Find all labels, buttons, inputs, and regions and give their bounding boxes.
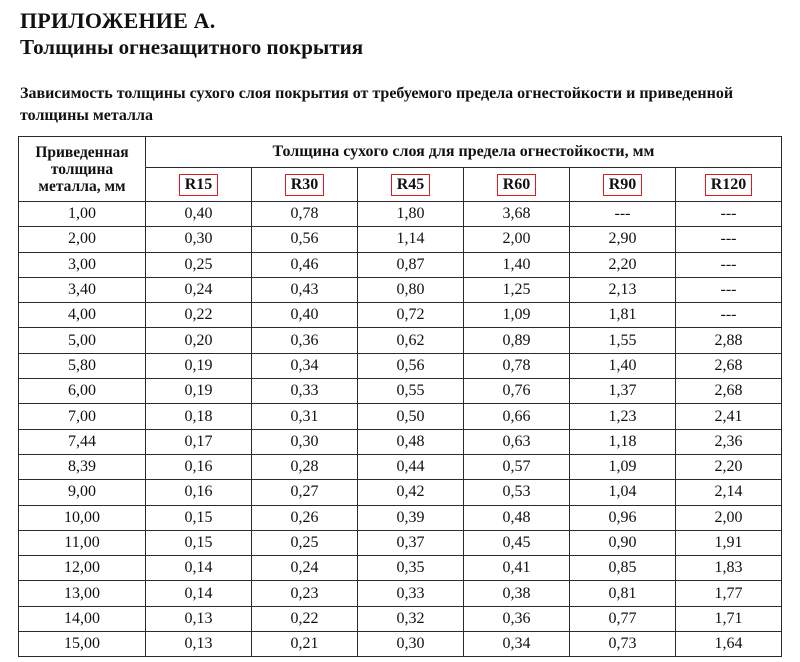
appendix-title: ПРИЛОЖЕНИЕ А.: [20, 8, 216, 33]
metal-thickness-cell: 11,00: [19, 530, 146, 555]
table-row: [19, 202, 782, 227]
coating-thickness-cell-r45: 0,48: [358, 429, 464, 454]
coating-thickness-cell-r45: 0,50: [358, 404, 464, 429]
coating-thickness-cell-r90: 0,90: [570, 530, 676, 555]
coating-thickness-cell-r60: 0,66: [464, 404, 570, 429]
coating-thickness-cell-r90: 1,18: [570, 429, 676, 454]
table-header: [19, 137, 782, 202]
coating-thickness-cell-r90: 1,04: [570, 480, 676, 505]
coating-thickness-cell-r15: 0,16: [146, 480, 252, 505]
coating-thickness-cell-r60: 0,48: [464, 505, 570, 530]
table-row: [19, 353, 782, 378]
coating-thickness-cell-r60: 0,34: [464, 632, 570, 657]
coating-thickness-cell-r120: ---: [676, 303, 782, 328]
fire-rating-header-r30: [252, 168, 358, 202]
table-row: [19, 530, 782, 555]
coating-thickness-cell-r60: 0,89: [464, 328, 570, 353]
coating-thickness-cell-r30: 0,23: [252, 581, 358, 606]
coating-thickness-cell-r60: 0,78: [464, 353, 570, 378]
coating-thickness-cell-r30: 0,30: [252, 429, 358, 454]
coating-thickness-cell-r15: 0,20: [146, 328, 252, 353]
coating-thickness-cell-r120: 2,41: [676, 404, 782, 429]
metal-thickness-cell: 10,00: [19, 505, 146, 530]
table-row: [19, 379, 782, 404]
coating-thickness-cell-r45: 0,30: [358, 632, 464, 657]
metal-thickness-cell: 15,00: [19, 632, 146, 657]
fire-rating-label-box: R30: [285, 174, 325, 196]
table-row: [19, 429, 782, 454]
coating-thickness-cell-r60: 2,00: [464, 227, 570, 252]
coating-thickness-cell-r120: ---: [676, 227, 782, 252]
coating-thickness-cell-r120: ---: [676, 202, 782, 227]
table-row: [19, 328, 782, 353]
coating-thickness-cell-r120: 1,71: [676, 606, 782, 631]
coating-thickness-cell-r30: 0,36: [252, 328, 358, 353]
fire-rating-label-box: R120: [705, 174, 753, 196]
coating-thickness-cell-r30: 0,31: [252, 404, 358, 429]
coating-thickness-cell-r60: 1,25: [464, 277, 570, 302]
fire-rating-label-box: R15: [179, 174, 219, 196]
table-row: [19, 556, 782, 581]
coating-thickness-cell-r45: 0,37: [358, 530, 464, 555]
coating-thickness-cell-r90: 1,81: [570, 303, 676, 328]
fire-rating-label-box: R90: [603, 174, 643, 196]
coating-thickness-cell-r45: 0,55: [358, 379, 464, 404]
coating-thickness-cell-r60: 3,68: [464, 202, 570, 227]
coating-thickness-cell-r45: 0,35: [358, 556, 464, 581]
coating-thickness-cell-r120: 1,83: [676, 556, 782, 581]
coating-thickness-cell-r45: 0,44: [358, 454, 464, 479]
table-row: [19, 480, 782, 505]
coating-thickness-cell-r120: 1,91: [676, 530, 782, 555]
coating-thickness-cell-r90: 0,81: [570, 581, 676, 606]
coating-thickness-cell-r15: 0,14: [146, 581, 252, 606]
coating-thickness-cell-r30: 0,46: [252, 252, 358, 277]
metal-thickness-cell: 2,00: [19, 227, 146, 252]
coating-thickness-cell-r15: 0,16: [146, 454, 252, 479]
coating-thickness-cell-r15: 0,15: [146, 530, 252, 555]
coating-thickness-cell-r120: 2,20: [676, 454, 782, 479]
coating-thickness-cell-r30: 0,43: [252, 277, 358, 302]
coating-thickness-cell-r120: ---: [676, 277, 782, 302]
coating-thickness-cell-r30: 0,33: [252, 379, 358, 404]
metal-thickness-cell: 8,39: [19, 454, 146, 479]
coating-thickness-cell-r30: 0,27: [252, 480, 358, 505]
metal-thickness-cell: 6,00: [19, 379, 146, 404]
coating-thickness-cell-r15: 0,25: [146, 252, 252, 277]
table-row: [19, 581, 782, 606]
coating-thickness-cell-r90: 2,20: [570, 252, 676, 277]
coating-thickness-cell-r15: 0,13: [146, 606, 252, 631]
table-row: [19, 303, 782, 328]
coating-thickness-cell-r90: 1,37: [570, 379, 676, 404]
coating-thickness-cell-r120: 2,68: [676, 379, 782, 404]
metal-thickness-cell: 13,00: [19, 581, 146, 606]
coating-thickness-cell-r60: 0,41: [464, 556, 570, 581]
fire-rating-header-r120: [676, 168, 782, 202]
coating-thickness-cell-r90: 2,13: [570, 277, 676, 302]
metal-thickness-cell: 5,80: [19, 353, 146, 378]
table-body: [19, 202, 782, 657]
coating-thickness-cell-r15: 0,40: [146, 202, 252, 227]
metal-thickness-cell: 5,00: [19, 328, 146, 353]
fire-rating-label-box: R60: [497, 174, 537, 196]
coating-thickness-cell-r45: 1,14: [358, 227, 464, 252]
table-row: [19, 252, 782, 277]
coating-thickness-cell-r90: 1,40: [570, 353, 676, 378]
coating-thickness-cell-r90: 0,73: [570, 632, 676, 657]
metal-thickness-cell: 4,00: [19, 303, 146, 328]
coating-thickness-cell-r15: 0,17: [146, 429, 252, 454]
coating-thickness-cell-r120: 2,00: [676, 505, 782, 530]
table-row: [19, 606, 782, 631]
coating-thickness-cell-r45: 0,62: [358, 328, 464, 353]
coating-thickness-cell-r30: 0,56: [252, 227, 358, 252]
coating-thickness-cell-r60: 1,40: [464, 252, 570, 277]
coating-thickness-cell-r60: 0,57: [464, 454, 570, 479]
table-row: [19, 454, 782, 479]
coating-thickness-cell-r45: 0,39: [358, 505, 464, 530]
coating-thickness-cell-r60: 0,76: [464, 379, 570, 404]
coating-thickness-cell-r90: 2,90: [570, 227, 676, 252]
table-row: [19, 227, 782, 252]
coating-thickness-cell-r60: 1,09: [464, 303, 570, 328]
coating-thickness-cell-r60: 0,36: [464, 606, 570, 631]
coating-thickness-cell-r30: 0,28: [252, 454, 358, 479]
coating-thickness-cell-r90: 1,09: [570, 454, 676, 479]
table-row: [19, 404, 782, 429]
coating-thickness-cell-r15: 0,14: [146, 556, 252, 581]
table-row: [19, 505, 782, 530]
coating-thickness-cell-r15: 0,15: [146, 505, 252, 530]
coating-thickness-cell-r15: 0,19: [146, 353, 252, 378]
coating-thickness-cell-r30: 0,21: [252, 632, 358, 657]
metal-thickness-header: Приведенная толщина металла, мм: [19, 137, 146, 202]
coating-thickness-cell-r90: 0,96: [570, 505, 676, 530]
coating-thickness-cell-r90: ---: [570, 202, 676, 227]
header-row-group: [19, 137, 782, 168]
coating-thickness-cell-r45: 0,56: [358, 353, 464, 378]
fire-rating-header-r90: [570, 168, 676, 202]
dry-layer-thickness-header: Толщина сухого слоя для предела огнестойкости, мм: [146, 137, 782, 168]
coating-thickness-cell-r30: 0,25: [252, 530, 358, 555]
coating-thickness-cell-r45: 0,87: [358, 252, 464, 277]
metal-thickness-cell: 9,00: [19, 480, 146, 505]
metal-thickness-cell: 7,00: [19, 404, 146, 429]
coating-thickness-cell-r45: 0,33: [358, 581, 464, 606]
coating-thickness-cell-r90: 1,23: [570, 404, 676, 429]
coating-thickness-cell-r45: 0,80: [358, 277, 464, 302]
coating-thickness-cell-r90: 0,77: [570, 606, 676, 631]
fire-rating-label-box: R45: [391, 174, 431, 196]
coating-thickness-cell-r30: 0,78: [252, 202, 358, 227]
coating-thickness-cell-r120: 2,14: [676, 480, 782, 505]
fire-rating-header-r15: [146, 168, 252, 202]
coating-thickness-cell-r45: 0,32: [358, 606, 464, 631]
appendix-subtitle: Толщины огнезащитного покрытия: [20, 35, 364, 59]
coating-thickness-cell-r60: 0,38: [464, 581, 570, 606]
coating-thickness-cell-r120: 1,64: [676, 632, 782, 657]
coating-thickness-cell-r45: 1,80: [358, 202, 464, 227]
coating-thickness-cell-r15: 0,30: [146, 227, 252, 252]
coating-thickness-cell-r120: ---: [676, 252, 782, 277]
metal-thickness-cell: 1,00: [19, 202, 146, 227]
metal-thickness-cell: 14,00: [19, 606, 146, 631]
coating-thickness-cell-r120: 2,36: [676, 429, 782, 454]
metal-thickness-cell: 7,44: [19, 429, 146, 454]
coating-thickness-cell-r15: 0,19: [146, 379, 252, 404]
coating-thickness-cell-r15: 0,13: [146, 632, 252, 657]
coating-thickness-cell-r60: 0,45: [464, 530, 570, 555]
coating-thickness-cell-r30: 0,26: [252, 505, 358, 530]
coating-thickness-cell-r120: 1,77: [676, 581, 782, 606]
coating-thickness-cell-r90: 0,85: [570, 556, 676, 581]
coating-thickness-cell-r30: 0,22: [252, 606, 358, 631]
coating-thickness-cell-r90: 1,55: [570, 328, 676, 353]
metal-thickness-cell: 12,00: [19, 556, 146, 581]
table-caption: Зависимость толщины сухого слоя покрытия от требуемого предела огнестойкости и приведенной толщины металла: [20, 85, 734, 124]
metal-thickness-cell: 3,00: [19, 252, 146, 277]
coating-thickness-cell-r15: 0,22: [146, 303, 252, 328]
table-row: [19, 632, 782, 657]
coating-thickness-cell-r120: 2,68: [676, 353, 782, 378]
coating-thickness-cell-r45: 0,42: [358, 480, 464, 505]
coating-thickness-cell-r30: 0,34: [252, 353, 358, 378]
coating-thickness-cell-r60: 0,63: [464, 429, 570, 454]
coating-thickness-cell-r60: 0,53: [464, 480, 570, 505]
fire-rating-header-r60: [464, 168, 570, 202]
coating-thickness-cell-r30: 0,24: [252, 556, 358, 581]
coating-thickness-cell-r120: 2,88: [676, 328, 782, 353]
coating-thickness-cell-r15: 0,18: [146, 404, 252, 429]
coating-thickness-table: [18, 136, 782, 657]
fire-rating-header-r45: [358, 168, 464, 202]
coating-thickness-cell-r45: 0,72: [358, 303, 464, 328]
metal-thickness-cell: 3,40: [19, 277, 146, 302]
coating-thickness-cell-r30: 0,40: [252, 303, 358, 328]
coating-thickness-cell-r15: 0,24: [146, 277, 252, 302]
table-row: [19, 277, 782, 302]
